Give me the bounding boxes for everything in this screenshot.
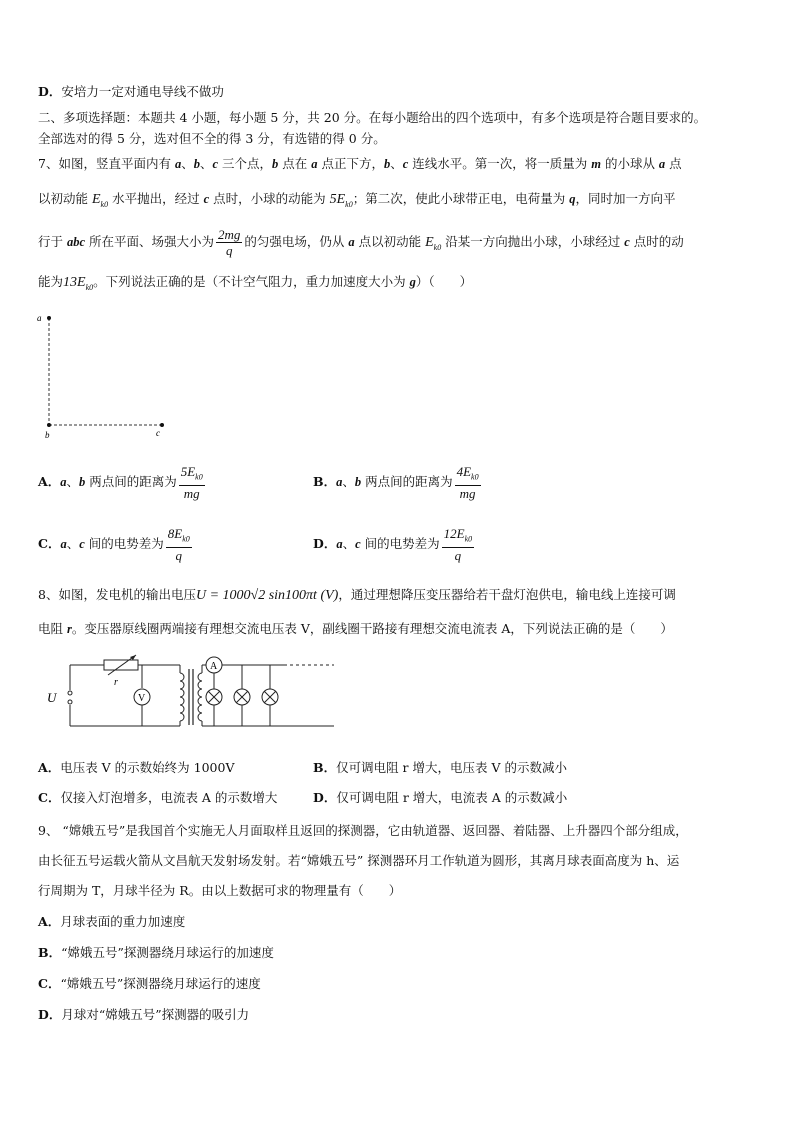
q7-stem-line2: 以初动能 $E_{k0}$ 水平抛出，经过 c 点时，小球的动能为 $5E_{k0}$；第二次，使此小球带正电，电荷量为 q，同时加一方向平 [38,191,676,209]
q9-stem-line1: 9、 “嫦娥五号”是我国首个实施无人月面取样且返回的探测器，它由轨道器、返回器、着陆器、上升器四个部分组成， [38,823,688,838]
section2-instructions-line1: 二、多项选择题：本题共 4 小题，每小题 5 分，共 20 分。在每小题给出的四个选项中，有多个选项是符合题目要求的。 [38,110,707,125]
q8-option-d[interactable]: D．仅可调电阻 r 增大，电流表 A 的示数减小 [313,790,568,805]
q7-option-b[interactable]: B．a、b 两点间的距离为 $\frac{4E_{k0}}{mg}$ [313,464,479,501]
point-c-label: c [156,428,160,438]
q9-option-d[interactable]: D．月球对“嫦娥五号”探测器的吸引力 [38,1007,250,1022]
lamp-icon [234,665,250,726]
lamp-icon [262,665,278,726]
point-b-dot [47,423,51,427]
q8-option-b[interactable]: B．仅可调电阻 r 增大，电压表 V 的示数减小 [313,760,567,775]
resistor-label-r: r [114,677,118,688]
q9-stem-line3: 行周期为 T，月球半径为 R。由以上数据可求的物理量有（ ） [38,883,402,898]
section2-instructions-line2: 全部选对的得 5 分，选对但不全的得 3 分，有选错的得 0 分。 [38,131,386,146]
variable-resistor [104,660,138,670]
q7-stem-line1: 7、如图，竖直平面内有 a、b、c 三个点，b 点在 a 点正下方，b、c 连线水平。第一次，将一质量为 m 的小球从 a 点 [38,156,682,171]
q8-circuit-diagram [44,653,334,737]
source-label-u: U [47,690,57,705]
q9-option-a[interactable]: A．月球表面的重力加速度 [38,914,186,929]
field-strength-fraction: $\frac{2mg}{q}$ [218,227,241,258]
lamp-icon [206,673,222,726]
q7-option-d[interactable]: D．a、c 间的电势差为 $\frac{12E_{k0}}{q}$ [313,526,473,563]
q7-points-diagram [30,308,180,443]
q7-stem-line4: 能为$13E_{k0}$。下列说法正确的是（不计空气阻力，重力加速度大小为 g）（ ） [38,274,473,292]
q9-option-c[interactable]: C．“嫦娥五号”探测器绕月球运行的速度 [38,976,261,991]
svg-text:A: A [210,661,218,672]
q8-option-a[interactable]: A．电压表 V 的示数始终为 1000V [38,760,235,775]
svg-text:V: V [138,693,146,704]
point-a-label: a [37,313,42,323]
q9-option-b[interactable]: B．“嫦娥五号”探测器绕月球运行的加速度 [38,945,274,960]
point-b-label: b [45,430,50,440]
q7-option-a[interactable]: A．a、b 两点间的距离为 $\frac{5E_{k0}}{mg}$ [38,464,203,501]
q7-option-c[interactable]: C．a、c 间的电势差为 $\frac{8E_{k0}}{q}$ [38,526,190,563]
q7-stem-line3: 行于 abc 所在平面、场强大小为 $\frac{2mg}{q}$ 的匀强电场，仍从 a 点以初动能 $E_{k0}$ 沿某一方向抛出小球，小球经过 c 点时的动 [38,227,684,258]
q6-option-d: D．安培力一定对通电导线不做功 [38,84,224,99]
primary-coil [180,673,184,721]
secondary-coil [198,673,202,721]
voltage-formula: U = 1000√2 sin100πt (V) [195,588,339,603]
q8-stem-line1: 8、如图，发电机的输出电压U = 1000√2 sin100πt (V)，通过理想降压变压器给若干盘灯泡供电，输电线上连接可调 [38,587,676,603]
q9-stem-line2: 由长征五号运载火箭从文昌航天发射场发射。若“嫦娥五号” 探测器环月工作轨道为圆形，其离月球表面高度为 h、运 [38,853,680,868]
point-a-dot [47,316,51,320]
q8-option-c[interactable]: C．仅接入灯泡增多，电流表 A 的示数增大 [38,790,278,805]
q8-stem-line2: 电阻 r。变压器原线圈两端接有理想交流电压表 V，副线圈干路接有理想交流电流表 A，下列说法正确的是（ ） [38,621,673,636]
point-c-dot [160,423,164,427]
